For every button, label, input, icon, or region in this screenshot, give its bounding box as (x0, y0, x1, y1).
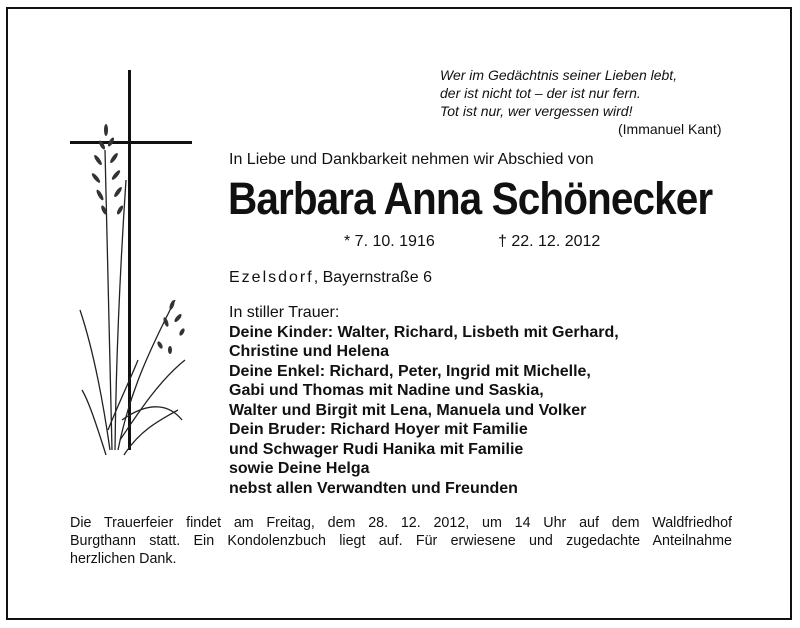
death-date: † 22. 12. 2012 (498, 233, 601, 250)
mourner-line: Deine Kinder: Walter, Richard, Lisbeth mit Gerhard, (229, 323, 619, 341)
mourner-line: Walter und Birgit mit Lena, Manuela und Volker (229, 401, 587, 419)
mourner-line: sowie Deine Helga (229, 460, 370, 477)
cross-with-grass-icon (60, 60, 200, 460)
mourners-lead: In stiller Trauer: (229, 304, 340, 321)
funeral-info-line: Burgthann statt. Ein Kondolenzbuch liegt auf. Für erwiesene und zugedachte Anteilnahme (70, 533, 732, 549)
deceased-name: Barbara Anna Schönecker (228, 173, 713, 224)
mourners-block (229, 303, 619, 498)
mourner-line: Gabi und Thomas mit Nadine und Saskia, (229, 382, 544, 399)
mourner-line: nebst allen Verwandten und Freunden (229, 479, 518, 497)
intro-text: In Liebe und Dankbarkeit nehmen wir Abschied von (229, 151, 594, 168)
quote-line: der ist nicht tot – der ist nur fern. (440, 85, 641, 101)
funeral-info-line: Die Trauerfeier findet am Freitag, dem 28. 12. 2012, um 14 Uhr auf dem Waldfriedhof (70, 515, 732, 531)
quote-line: Wer im Gedächtnis seiner Lieben lebt, (440, 67, 678, 83)
quote-line: Tot ist nur, wer vergessen wird! (440, 103, 633, 119)
mourner-line: Dein Bruder: Richard Hoyer mit Familie (229, 421, 528, 438)
mourner-line: Christine und Helena (229, 343, 390, 360)
mourner-line: und Schwager Rudi Hanika mit Familie (229, 440, 524, 458)
mourner-line: Deine Enkel: Richard, Peter, Ingrid mit Michelle, (229, 362, 591, 380)
address-place: Ezelsdorf (229, 269, 314, 286)
birth-date: * 7. 10. 1916 (344, 233, 435, 250)
address-street: , Bayernstraße 6 (313, 269, 432, 286)
quote-block (440, 66, 740, 137)
funeral-info-line: herzlichen Dank. (70, 551, 177, 567)
quote-author: (Immanuel Kant) (618, 121, 722, 137)
funeral-info (70, 514, 732, 568)
address (229, 269, 432, 287)
